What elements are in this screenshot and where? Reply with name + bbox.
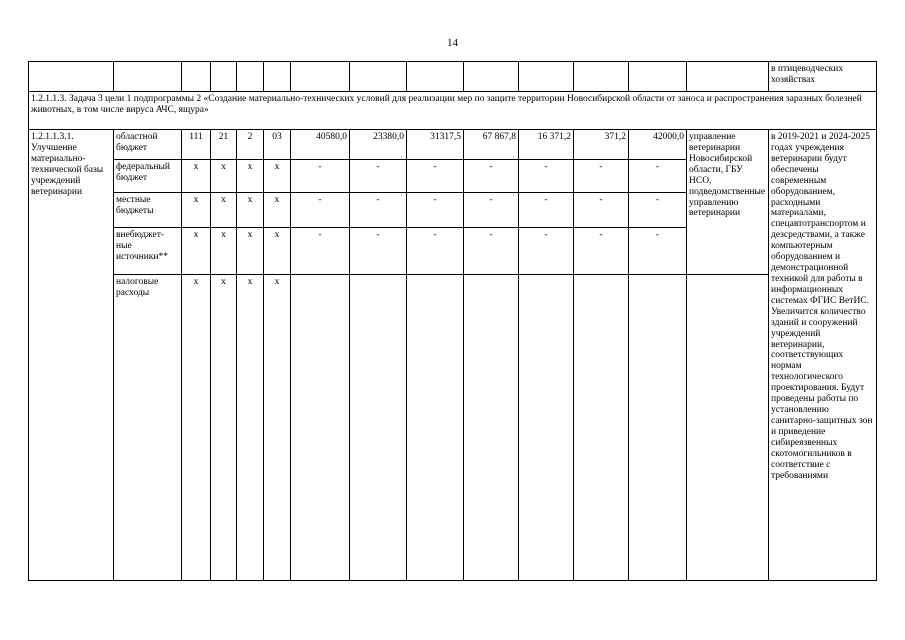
value-cell: - [464,160,519,193]
measure-name: 1.2.1.1.3.1. Улучшение материально-технической базы учреждений ветеринарии [29,130,114,581]
value-cell [519,275,574,581]
value-cell: 67 867,8 [464,130,519,160]
code-cell: х [211,228,237,275]
value-cell: - [629,193,687,228]
value-cell: - [350,160,407,193]
value-cell [574,275,629,581]
page-number: 14 [447,37,458,49]
funding-source: областной бюджет [114,130,182,160]
value-cell: - [519,160,574,193]
task-heading-row [29,92,877,130]
value-cell: 31317,5 [407,130,464,160]
table-cell [687,62,769,92]
code-cell: х [264,275,291,581]
code-cell: х [182,275,211,581]
table-cell [350,62,407,92]
executor-cell: управление ветеринарии Новосибирской области, ГБУ НСО, подведомственные управлению ветеринарии [687,130,769,275]
table-row [29,62,877,92]
table-row [29,130,877,160]
table-cell [574,62,629,92]
program-table [28,61,877,581]
value-cell: 23380,0 [350,130,407,160]
table-cell [237,62,264,92]
result-cell: в 2019-2021 и 2024-2025 годах учреждения ветеринарии будут обеспечены современным оборудованием, расходными материалами, спецавтотранспортом и дезсредствами, а также компьютерным оборудованием и демонстрационной техникой для работы в информационных системах ФГИС ВетИС. Увеличится количество зданий и сооружений учреждений ветеринарии, соответствующих нормам технологического проектирования. Будут проведены работы по установлению санитарно-защитных зон и приведение сибиреязвенных скотомогильников в соответствие с требованиями [769,130,877,581]
table-cell [407,62,464,92]
value-cell: 371,2 [574,130,629,160]
value-cell: 42000,0 [629,130,687,160]
table-cell [211,62,237,92]
value-cell: - [464,228,519,275]
value-cell: - [407,193,464,228]
value-cell: - [574,160,629,193]
task-heading: 1.2.1.1.3. Задача 3 цели 1 подпрограммы 2 «Создание материально-технических условий для реализации мер по защите территории Новосибирской области от заноса и распространения заразных болезней животных, в том числе вируса АЧС, ящура» [29,92,877,130]
value-cell [464,275,519,581]
code-cell: х [264,193,291,228]
value-cell: - [519,228,574,275]
top-row-result-cell: в птицеводческих хозяйствах [769,62,877,92]
table-cell [629,62,687,92]
value-cell: - [574,228,629,275]
value-cell: - [407,228,464,275]
value-cell: - [291,228,350,275]
value-cell: - [574,193,629,228]
value-cell: - [629,160,687,193]
value-cell: 40580,0 [291,130,350,160]
table-cell [114,62,182,92]
code-cell: х [211,275,237,581]
code-cell: 21 [211,130,237,160]
value-cell: - [519,193,574,228]
executor-cell-empty [687,275,769,581]
value-cell: - [464,193,519,228]
funding-source: местные бюджеты [114,193,182,228]
value-cell: - [629,228,687,275]
value-cell [291,275,350,581]
table-cell [291,62,350,92]
value-cell: - [350,228,407,275]
code-cell: х [182,193,211,228]
funding-source: внебюджет-ные источники** [114,228,182,275]
code-cell: х [182,160,211,193]
funding-source: налоговые расходы [114,275,182,581]
code-cell: 111 [182,130,211,160]
table-cell [264,62,291,92]
table-row [29,275,877,581]
code-cell: 03 [264,130,291,160]
value-cell [629,275,687,581]
table-cell [519,62,574,92]
value-cell: - [350,193,407,228]
code-cell: х [237,228,264,275]
code-cell: х [211,160,237,193]
code-cell: х [211,193,237,228]
code-cell: х [237,275,264,581]
code-cell: 2 [237,130,264,160]
value-cell [407,275,464,581]
table-cell [182,62,211,92]
code-cell: х [264,160,291,193]
table-cell [464,62,519,92]
value-cell: 16 371,2 [519,130,574,160]
table-cell [29,62,114,92]
code-cell: х [264,228,291,275]
code-cell: х [182,228,211,275]
value-cell [350,275,407,581]
value-cell: - [407,160,464,193]
funding-source: федеральный бюджет [114,160,182,193]
code-cell: х [237,160,264,193]
code-cell: х [237,193,264,228]
value-cell: - [291,160,350,193]
value-cell: - [291,193,350,228]
